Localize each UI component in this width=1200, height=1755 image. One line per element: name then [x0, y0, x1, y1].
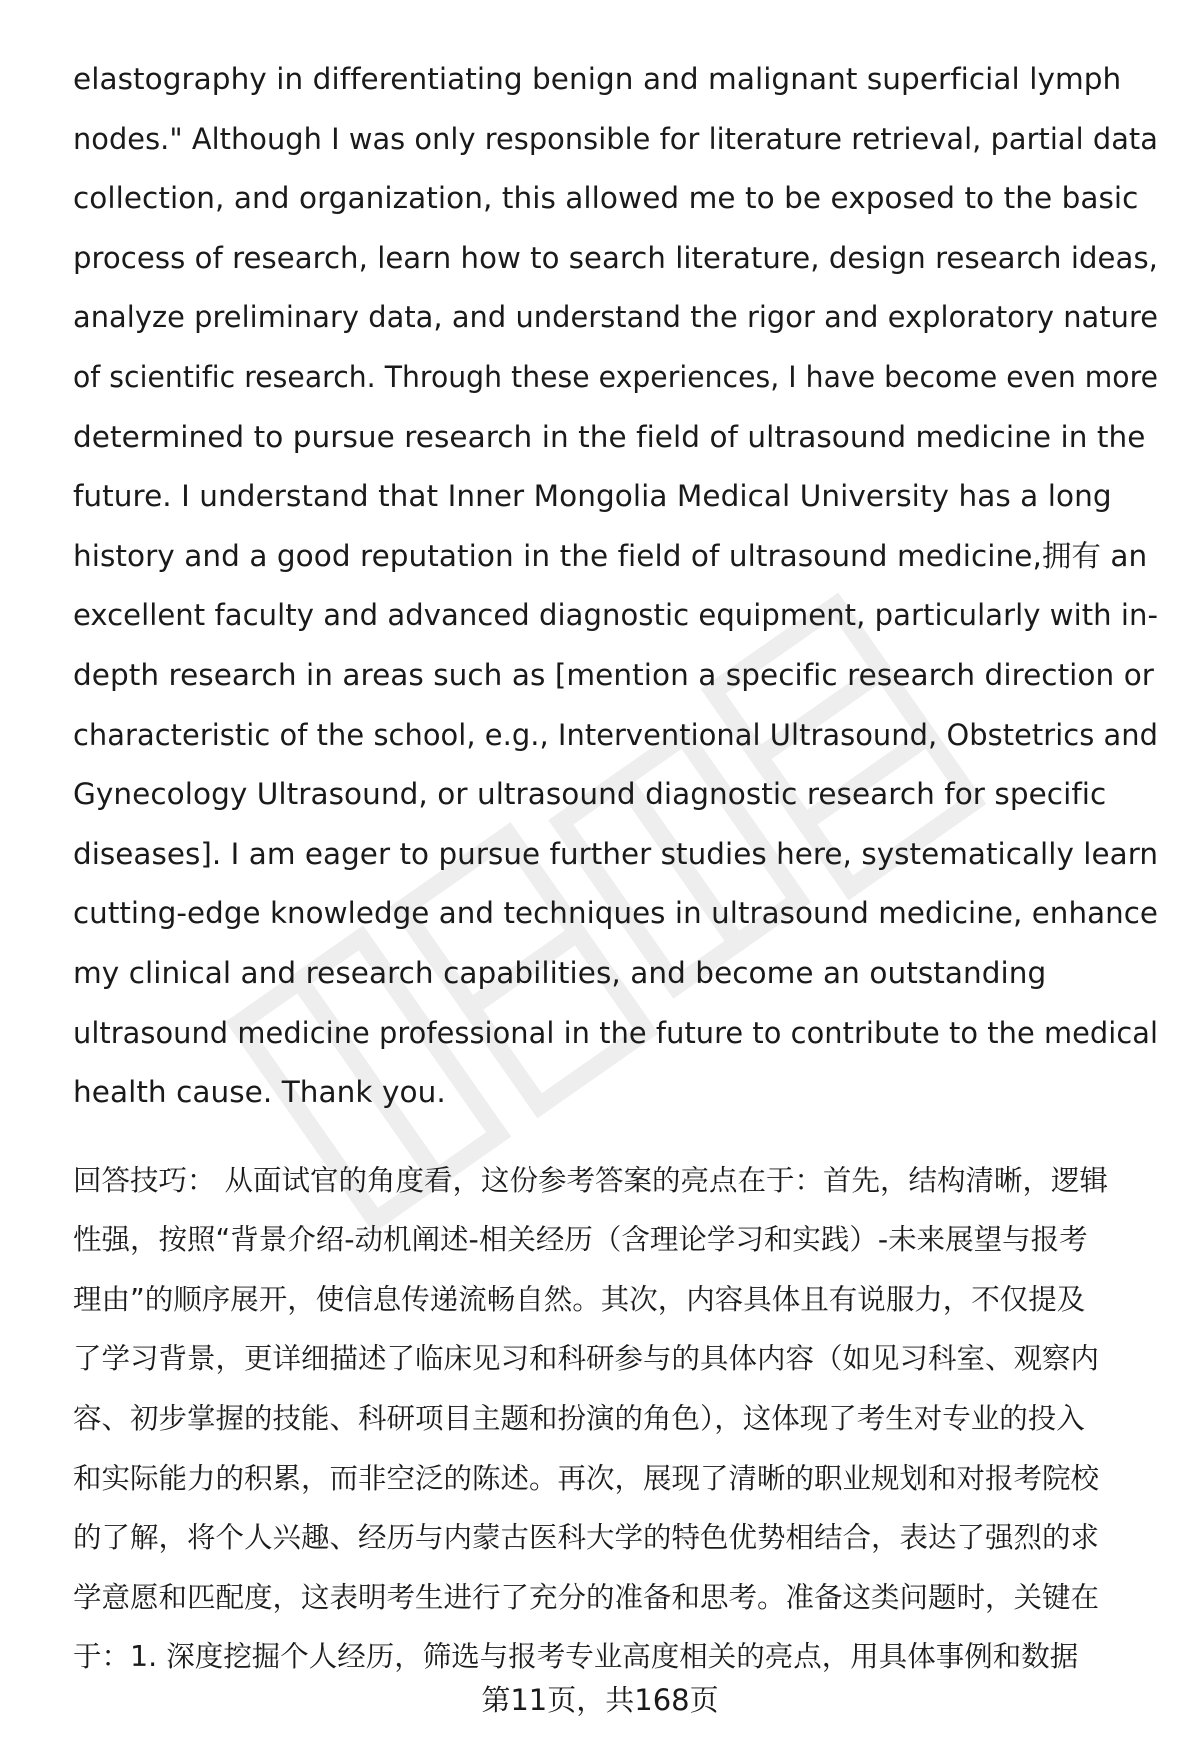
- tips-line: 了学习背景，更详细描述了临床见习和科研参与的具体内容（如见习科室、观察内: [73, 1342, 1100, 1376]
- paragraph-line: history and a good reputation in the field of ultrasound medicine,拥有 an: [73, 538, 1148, 573]
- page-number: 第11页，共168页: [481, 1683, 719, 1717]
- paragraph-line: my clinical and research capabilities, and become an outstanding: [73, 955, 1047, 990]
- answer-tips-paragraph: [73, 1151, 1158, 1687]
- paragraph-line: nodes." Although I was only responsible for literature retrieval, partial data: [73, 121, 1158, 156]
- paragraph-line: process of research, learn how to search literature, design research ideas,: [73, 240, 1158, 275]
- tips-line: 性强，按照“背景介绍-动机阐述-相关经历（含理论学习和实践）-未来展望与报考: [73, 1223, 1088, 1257]
- paragraph-line: future. I understand that Inner Mongolia Medical University has a long: [73, 479, 1112, 514]
- paragraph-line: Gynecology Ultrasound, or ultrasound diagnostic research for specific: [73, 777, 1107, 812]
- paragraph-line: collection, and organization, this allowed me to be exposed to the basic: [73, 181, 1139, 216]
- paragraph-line: diseases]. I am eager to pursue further studies here, systematically learn: [73, 836, 1159, 871]
- paragraph-line: determined to pursue research in the field of ultrasound medicine in the: [73, 419, 1146, 454]
- paragraph-line: elastography in differentiating benign and malignant superficial lymph: [73, 62, 1122, 96]
- paragraph-line: excellent faculty and advanced diagnostic equipment, particularly with in-: [73, 598, 1159, 633]
- paragraph-line: health cause. Thank you.: [73, 1075, 446, 1110]
- paragraph-line: analyze preliminary data, and understand the rigor and exploratory nature: [73, 300, 1159, 335]
- page-content: [73, 50, 1158, 1687]
- paragraph-line: cutting-edge knowledge and techniques in ultrasound medicine, enhance: [73, 896, 1159, 931]
- tips-line: 容、初步掌握的技能、科研项目主题和扮演的角色），这体现了考生对专业的投入: [73, 1402, 1085, 1436]
- tips-line: 的了解，将个人兴趣、经历与内蒙古医科大学的特色优势相结合，表达了强烈的求: [73, 1521, 1100, 1555]
- tips-line: 回答技巧： 从面试官的角度看，这份参考答案的亮点在于：首先，结构清晰，逻辑: [73, 1163, 1109, 1197]
- tips-line: 于：1. 深度挖掘个人经历，筛选与报考专业高度相关的亮点，用具体事例和数据: [73, 1640, 1079, 1674]
- paragraph-line: ultrasound medicine professional in the future to contribute to the medical: [73, 1015, 1159, 1050]
- paragraph-line: of scientific research. Through these experiences, I have become even more: [73, 359, 1159, 394]
- paragraph-line: characteristic of the school, e.g., Interventional Ultrasound, Obstetrics and: [73, 717, 1159, 752]
- answer-paragraph: [73, 50, 1158, 1123]
- paragraph-line: depth research in areas such as [mention a specific research direction or: [73, 657, 1154, 692]
- tips-line: 学意愿和匹配度，这表明考生进行了充分的准备和思考。准备这类问题时，关键在: [73, 1580, 1100, 1614]
- tips-line: 理由”的顺序展开，使信息传递流畅自然。其次，内容具体且有说服力，不仅提及: [73, 1282, 1086, 1316]
- tips-line: 和实际能力的积累，而非空泛的陈述。再次，展现了清晰的职业规划和对报考院校: [73, 1461, 1100, 1495]
